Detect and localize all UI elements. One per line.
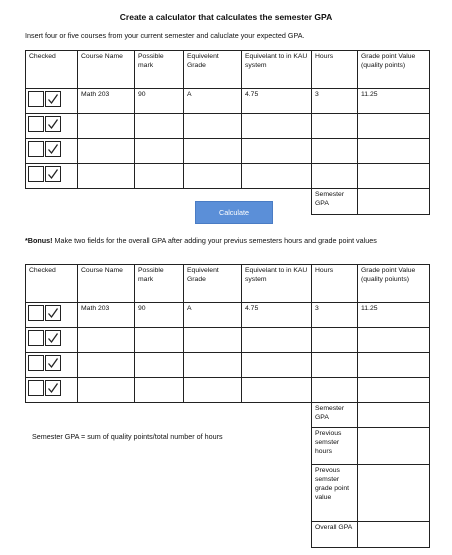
course-name-cell[interactable] bbox=[78, 164, 135, 189]
checked-checkbox-icon[interactable] bbox=[45, 380, 61, 396]
previous-points-label: Prevous semster grade point value bbox=[312, 465, 358, 522]
gpa-summary-box-2 bbox=[311, 402, 430, 548]
page-title: Create a calculator that calculates the semester GPA bbox=[119, 12, 333, 22]
header-possible-mark: Possible mark bbox=[135, 51, 184, 89]
header-kau-equivalent: Equivelant to in KAU system bbox=[242, 51, 312, 89]
empty-checkbox-icon[interactable] bbox=[28, 91, 44, 107]
grade-cell bbox=[184, 378, 242, 403]
checkbox-cell bbox=[26, 303, 78, 328]
grade-cell: A bbox=[184, 89, 242, 114]
previous-hours-field[interactable] bbox=[358, 428, 430, 465]
course-name-cell[interactable] bbox=[78, 328, 135, 353]
header-equivalent-grade: Equivelent Grade bbox=[184, 265, 242, 303]
checkbox-cell bbox=[26, 89, 78, 114]
checked-checkbox-icon[interactable] bbox=[45, 330, 61, 346]
possible-mark-cell[interactable] bbox=[135, 139, 184, 164]
course-name-cell[interactable] bbox=[78, 139, 135, 164]
calculate-button[interactable]: Calculate bbox=[195, 201, 273, 224]
kau-cell: 4.75 bbox=[242, 303, 312, 328]
possible-mark-cell[interactable] bbox=[135, 378, 184, 403]
checked-checkbox-icon[interactable] bbox=[45, 91, 61, 107]
empty-checkbox-icon[interactable] bbox=[28, 141, 44, 157]
semester-gpa-box-1 bbox=[311, 188, 430, 215]
empty-checkbox-icon[interactable] bbox=[28, 305, 44, 321]
semester-gpa-label: Semester GPA bbox=[312, 403, 358, 428]
table-row bbox=[26, 303, 430, 328]
semester-gpa-value bbox=[358, 403, 430, 428]
course-name-cell[interactable] bbox=[78, 378, 135, 403]
header-course-name: Course Name bbox=[78, 265, 135, 303]
header-checked: Checked bbox=[26, 51, 78, 89]
checked-checkbox-icon[interactable] bbox=[45, 166, 61, 182]
grade-points-cell bbox=[358, 164, 430, 189]
hours-cell[interactable] bbox=[312, 378, 358, 403]
hours-cell[interactable] bbox=[312, 353, 358, 378]
grade-points-cell bbox=[358, 114, 430, 139]
empty-checkbox-icon[interactable] bbox=[28, 166, 44, 182]
empty-checkbox-icon[interactable] bbox=[28, 116, 44, 132]
grade-cell bbox=[184, 164, 242, 189]
kau-cell bbox=[242, 139, 312, 164]
hours-cell[interactable] bbox=[312, 139, 358, 164]
grade-points-cell bbox=[358, 328, 430, 353]
header-grade-points: Grade point Value (quality points) bbox=[358, 51, 430, 89]
grade-cell bbox=[184, 139, 242, 164]
checked-checkbox-icon[interactable] bbox=[45, 116, 61, 132]
grade-cell bbox=[184, 114, 242, 139]
grade-points-cell bbox=[358, 139, 430, 164]
kau-cell: 4.75 bbox=[242, 89, 312, 114]
possible-mark-cell[interactable]: 90 bbox=[135, 303, 184, 328]
hours-cell[interactable] bbox=[312, 164, 358, 189]
possible-mark-cell[interactable]: 90 bbox=[135, 89, 184, 114]
kau-cell bbox=[242, 114, 312, 139]
checkbox-cell bbox=[26, 353, 78, 378]
overall-gpa-label: Overall GPA bbox=[312, 522, 358, 548]
hours-cell[interactable] bbox=[312, 114, 358, 139]
bonus-label: *Bonus! bbox=[25, 236, 53, 245]
bonus-text bbox=[25, 236, 429, 246]
checkbox-cell bbox=[26, 328, 78, 353]
header-grade-points: Grade point Value (quality poiunts) bbox=[358, 265, 430, 303]
table-row bbox=[26, 164, 430, 189]
kau-cell bbox=[242, 164, 312, 189]
checkbox-cell bbox=[26, 378, 78, 403]
possible-mark-cell[interactable] bbox=[135, 353, 184, 378]
table-row bbox=[26, 378, 430, 403]
header-possible-mark: Possible mark bbox=[135, 265, 184, 303]
checkbox-cell bbox=[26, 139, 78, 164]
overall-gpa-value bbox=[358, 522, 430, 548]
grade-points-cell: 11.25 bbox=[358, 303, 430, 328]
instruction-text: Insert four or five courses from your current semester and caluclate your expected GPA. bbox=[25, 31, 305, 40]
table-row bbox=[26, 353, 430, 378]
kau-cell bbox=[242, 328, 312, 353]
course-name-cell[interactable] bbox=[78, 114, 135, 139]
table-header-row bbox=[26, 265, 430, 303]
header-equivalent-grade: Equivelent Grade bbox=[184, 51, 242, 89]
grade-points-cell bbox=[358, 353, 430, 378]
hours-cell[interactable] bbox=[312, 328, 358, 353]
header-hours: Hours bbox=[312, 265, 358, 303]
table-row bbox=[26, 139, 430, 164]
bonus-description: Make two fields for the overall GPA after adding your previus semesters hours and grade point values bbox=[52, 236, 377, 245]
table-row bbox=[26, 89, 430, 114]
header-checked: Checked bbox=[26, 265, 78, 303]
possible-mark-cell[interactable] bbox=[135, 114, 184, 139]
course-table-2 bbox=[25, 264, 430, 403]
hours-cell[interactable]: 3 bbox=[312, 303, 358, 328]
empty-checkbox-icon[interactable] bbox=[28, 330, 44, 346]
possible-mark-cell[interactable] bbox=[135, 328, 184, 353]
grade-points-cell: 11.25 bbox=[358, 89, 430, 114]
grade-points-cell bbox=[358, 378, 430, 403]
previous-points-field[interactable] bbox=[358, 465, 430, 522]
checked-checkbox-icon[interactable] bbox=[45, 355, 61, 371]
course-name-cell[interactable] bbox=[78, 353, 135, 378]
previous-hours-label: Previous semster hours bbox=[312, 428, 358, 465]
empty-checkbox-icon[interactable] bbox=[28, 355, 44, 371]
grade-cell: A bbox=[184, 303, 242, 328]
course-name-cell[interactable]: Math 203 bbox=[78, 89, 135, 114]
formula-text: Semester GPA = sum of quality points/total number of hours bbox=[32, 432, 223, 441]
semester-gpa-value bbox=[358, 189, 430, 215]
table-row bbox=[26, 114, 430, 139]
possible-mark-cell[interactable] bbox=[135, 164, 184, 189]
table-row bbox=[26, 328, 430, 353]
checked-checkbox-icon[interactable] bbox=[45, 305, 61, 321]
grade-cell bbox=[184, 328, 242, 353]
semester-gpa-label: Semester GPA bbox=[312, 189, 358, 215]
course-table-1 bbox=[25, 50, 430, 189]
table-header-row bbox=[26, 51, 430, 89]
course-name-cell[interactable]: Math 203 bbox=[78, 303, 135, 328]
hours-cell[interactable]: 3 bbox=[312, 89, 358, 114]
header-hours: Hours bbox=[312, 51, 358, 89]
header-kau-equivalent: Equivelant to in KAU system bbox=[242, 265, 312, 303]
checked-checkbox-icon[interactable] bbox=[45, 141, 61, 157]
kau-cell bbox=[242, 378, 312, 403]
checkbox-cell bbox=[26, 164, 78, 189]
checkbox-cell bbox=[26, 114, 78, 139]
kau-cell bbox=[242, 353, 312, 378]
empty-checkbox-icon[interactable] bbox=[28, 380, 44, 396]
header-course-name: Course Name bbox=[78, 51, 135, 89]
grade-cell bbox=[184, 353, 242, 378]
